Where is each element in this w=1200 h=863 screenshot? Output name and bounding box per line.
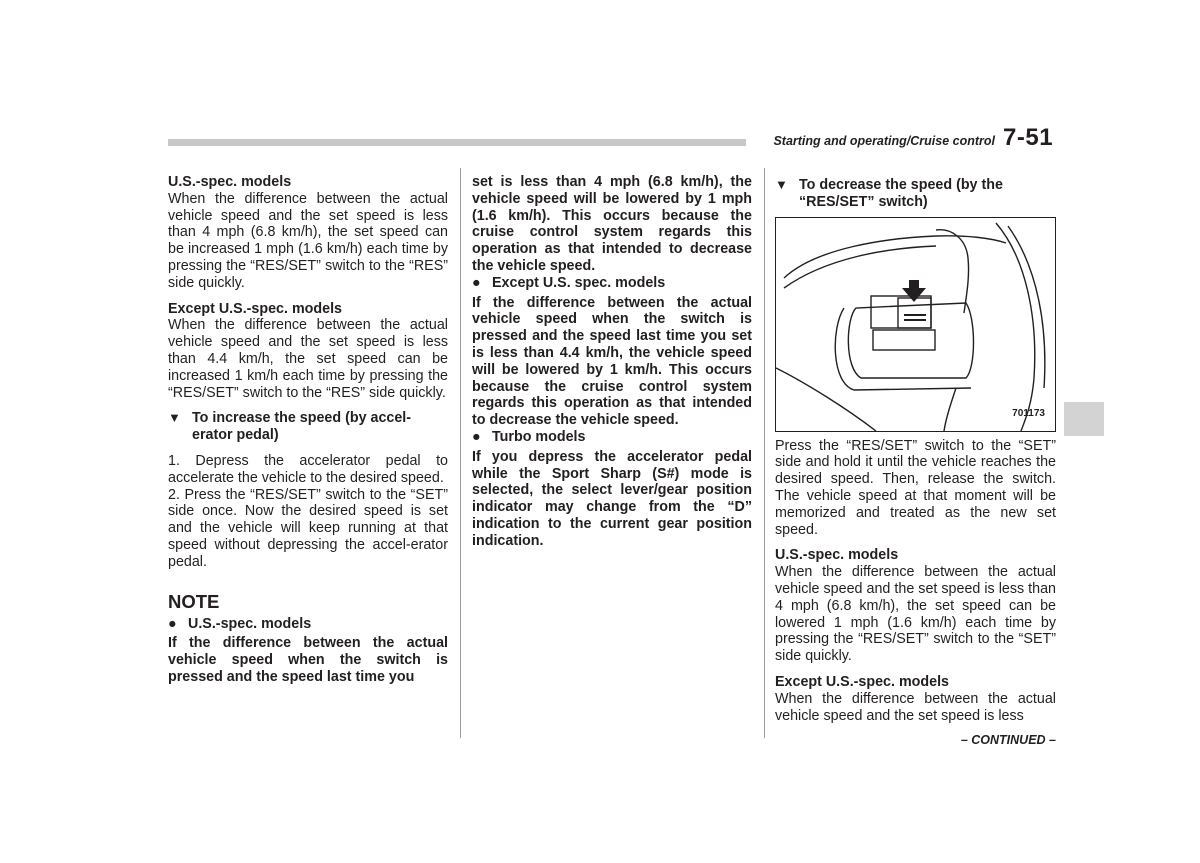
- section-title: Starting and operating/Cruise control: [773, 134, 995, 148]
- continued-label: – CONTINUED –: [960, 733, 1056, 747]
- us-spec-heading: U.S.-spec. models: [775, 547, 899, 564]
- note-us-text: If the difference between the actual vehicle speed when the switch is pressed and the speed last time you: [168, 635, 448, 685]
- header-rule: [168, 139, 746, 146]
- us-spec-text: When the difference between the actual vehicle speed and the set speed is less than 4 mph (6.8 km/h), the set speed can be lowered 1 mph (1.6 km/h) each time by pressing the “RES/SET” switch to the “SET” side quickly.: [775, 564, 1056, 665]
- bullet-icon: ●: [168, 615, 177, 632]
- note-us-bullet: [168, 616, 448, 633]
- except-us-label: Except U.S. spec. models: [492, 274, 666, 291]
- column-right: [775, 177, 1056, 724]
- increase-speed-label: To increase the speed (by accel-erator pedal): [192, 410, 412, 444]
- column-left: [168, 174, 448, 686]
- bullet-icon: ●: [472, 428, 481, 445]
- note-us-label: U.S.-spec. models: [188, 615, 312, 632]
- increase-speed-heading: [168, 410, 448, 444]
- except-us-text: When the difference between the actual vehicle speed and the set speed is less: [775, 690, 1056, 724]
- turbo-bullet: [472, 429, 752, 446]
- bullet-icon: ●: [472, 274, 481, 291]
- triangle-marker-icon: ▼: [168, 410, 181, 426]
- step-1: 1. Depress the accelerator pedal to accelerate the vehicle to the desired speed.: [168, 452, 448, 486]
- decrease-speed-label: To decrease the speed (by the “RES/SET” switch): [799, 177, 1003, 210]
- except-us-bullet: [472, 275, 752, 292]
- triangle-marker-icon: ▼: [775, 177, 788, 192]
- turbo-text: If you depress the accelerator pedal while the Sport Sharp (S#) mode is selected, the select lever/gear position indicator may change from the “D” indication to the current gear position indication.: [472, 448, 752, 549]
- step-2: 2. Press the “RES/SET” switch to the “SET” side once. Now the desired speed is set and the vehicle will keep running at that speed without depressing the accel-erator pedal.: [168, 486, 448, 570]
- figure-code: 701173: [1012, 407, 1045, 419]
- column-divider: [764, 168, 765, 738]
- except-us-heading: Except U.S.-spec. models: [775, 673, 950, 690]
- column-middle: [472, 174, 752, 550]
- steering-wheel-illustration: [776, 218, 1055, 431]
- us-spec-text: When the difference between the actual vehicle speed and the set speed is less than 4 mph (6.8 km/h), the set speed can be increased 1 mph (1.6 km/h) each time by pressing the “RES/SET” switch to the “RES” side quickly.: [168, 190, 448, 291]
- page-number: 7-51: [1003, 124, 1054, 151]
- except-us-note-text: If the difference between the actual vehicle speed when the switch is pressed and the speed last time you set is less than 4.4 km/h, the vehicle speed will be lowered by 1 km/h. This occurs because the cruise control system regards this operation as that intended to decrease the vehicle speed.: [472, 294, 752, 429]
- column-divider: [460, 168, 461, 738]
- press-instruction: Press the “RES/SET” switch to the “SET” side and hold it until the vehicle reaches the desired speed. Then, release the switch. The vehicle speed at that moment will be memorized and treated as the new set speed.: [775, 437, 1056, 538]
- decrease-speed-heading: [775, 177, 1056, 211]
- except-us-text: When the difference between the actual vehicle speed and the set speed is less than 4.4 km/h, the set speed can be increased 1 km/h each time by pressing the “RES/SET” switch to the “RES” side quickly.: [168, 317, 448, 401]
- except-us-heading: Except U.S.-spec. models: [168, 300, 343, 317]
- note-us-text-cont: set is less than 4 mph (6.8 km/h), the vehicle speed will be lowered by 1 mph (1.6 km/h). This occurs because the cruise control system regards this operation as that intended to decrease the vehicle speed.: [472, 174, 752, 274]
- us-spec-heading: U.S.-spec. models: [168, 174, 292, 190]
- steering-switch-figure: [775, 217, 1056, 432]
- note-heading: NOTE: [168, 590, 220, 612]
- turbo-label: Turbo models: [492, 428, 586, 445]
- chapter-tab: [1064, 402, 1104, 436]
